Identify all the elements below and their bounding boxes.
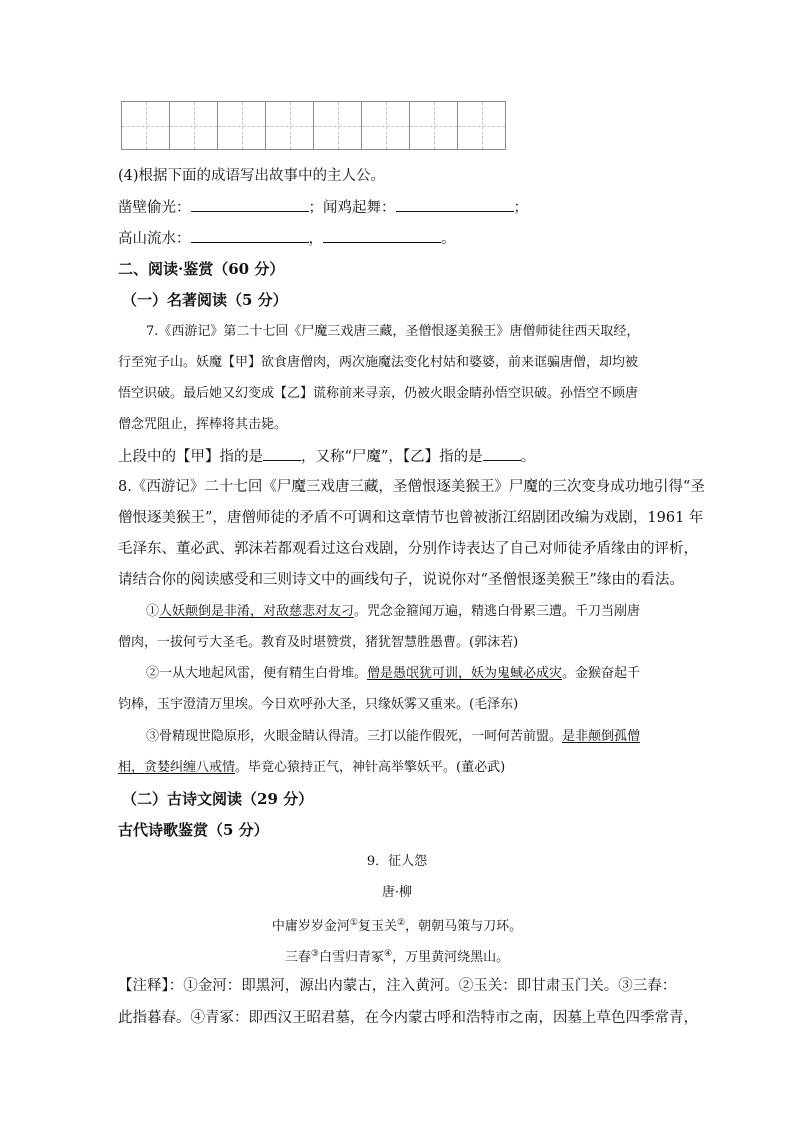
question-text: ，又称“尸魔”，【乙】指的是 (301, 449, 483, 465)
q7-text: 7.《西游记》第二十七回《尸魔三戏唐三藏，圣僧恨逐美猴王》唐僧师徒往西天取经， (146, 324, 640, 339)
underlined-line: 相，贪婪纠缠八戒情 (118, 760, 236, 775)
separator: 。 (441, 231, 456, 247)
poem-text: 。咒念金箍闻万遍，精逃白骨累三遭。千刀当剐唐 (354, 604, 641, 619)
answer-blank[interactable] (263, 446, 301, 461)
separator: ； (308, 200, 323, 216)
q7-text: 悟空识破。最后她又幻变成【乙】谎称前来寻亲，仍被火眼金睛孙悟空识破。孙悟空不顾唐 (118, 386, 639, 401)
verse-text: ，万里黄河绕黑山。 (392, 950, 510, 965)
grid-cell[interactable] (410, 101, 458, 150)
answer-blank[interactable] (483, 446, 521, 461)
part-heading: （一）名著阅读（5 分） (122, 291, 288, 309)
underlined-line: 人妖颠倒是非淆，对敌慈悲对友刁 (159, 604, 355, 619)
poem-text: 。金猴奋起千 (562, 666, 641, 681)
grid-cell[interactable] (218, 101, 266, 150)
question-text: 。 (520, 449, 536, 465)
sub-heading: 古代诗歌鉴赏（5 分） (118, 821, 269, 839)
underlined-line: 僧是愚氓犹可训，妖为鬼蜮必成灾 (367, 666, 563, 681)
q8-text: 8.《西游记》二十七回《尸魔三戏唐三藏，圣僧恨逐美猴王》尸魔的三次变身成功地引得“圣 (118, 479, 705, 495)
grid-cell[interactable] (314, 101, 362, 150)
answer-blank[interactable] (191, 197, 309, 212)
answer-blank[interactable] (396, 197, 514, 212)
answer-blank[interactable] (191, 228, 309, 243)
poem-marker: ① (146, 604, 160, 619)
part-heading: （二）古诗文阅读（29 分） (122, 790, 314, 808)
poem-3 (146, 727, 640, 747)
poem-title: 9．征人怨 (366, 854, 428, 869)
q4-row2 (118, 228, 456, 249)
q8-text: 毛泽东、董必武、郭沫若都观看过这台戏剧，分别作诗表达了自己对师徒矛盾缘由的评析， (118, 541, 698, 557)
q7-text: 行至宛子山。妖魔【甲】欲食唐僧肉，两次施魔法变化村姑和婆婆，前来诓骗唐僧，却均被 (118, 355, 639, 370)
idiom-label: 凿壁偷光： (118, 200, 191, 216)
poem-2 (146, 664, 640, 684)
q4-row1 (118, 197, 528, 218)
annotation: 【注释】：①金河：即黑河，源出内蒙古，注入黄河。②玉关：即甘肃玉门关。③三春： (118, 978, 677, 994)
grid-cell[interactable] (122, 101, 170, 150)
note-marker: ② (397, 918, 406, 928)
answer-blank[interactable] (323, 228, 441, 243)
poem-3-cont (118, 758, 505, 778)
writing-grid[interactable] (121, 101, 506, 150)
grid-cell[interactable] (362, 101, 410, 150)
separator: ； (513, 200, 528, 216)
grid-cell[interactable] (170, 101, 218, 150)
underlined-line: 是非颠倒孤僧 (562, 729, 641, 744)
question-text: 上段中的【甲】指的是 (118, 449, 263, 465)
q8-text: 请结合你的阅读感受和三则诗文中的画线句子，说说你对“圣僧恨逐美猴王”缘由的看法。 (118, 572, 684, 588)
poem-author: 唐·柳 (381, 885, 413, 900)
verse-text: 三春 (284, 950, 311, 965)
idiom-label: 闻鸡起舞： (323, 200, 396, 216)
poem-verse-1 (0, 913, 794, 937)
note-marker: ④ (384, 949, 393, 959)
q7-text: 僧念咒阻止，挥棒将其击毙。 (118, 417, 288, 432)
separator: ， (308, 231, 323, 247)
q4-prompt: (4)根据下面的成语写出故事中的主人公。 (118, 168, 386, 184)
q7-question (118, 446, 535, 467)
poem-2-cont: 钧棒，玉宇澄清万里埃。今日欢呼孙大圣，只缘妖雾又重来。(毛泽东) (118, 697, 519, 712)
poem-text: ②一从大地起风雷，便有精生白骨堆。 (146, 666, 368, 681)
grid-cell[interactable] (266, 101, 314, 150)
grid-cell[interactable] (458, 101, 506, 150)
poem-text: ③骨精现世隐原形，火眼金睛认得清。三打以能作假死，一呵何苦前盟。 (146, 729, 563, 744)
note-marker: ① (349, 918, 358, 928)
note-marker: ③ (310, 949, 319, 959)
verse-text: ，朝朝马策与刀环。 (405, 919, 523, 934)
poem-1 (146, 602, 640, 622)
annotation: 此指暮春。④青冢：即西汉王昭君墓，在今内蒙古呼和浩特市之南，因墓上草色四季常青， (118, 1010, 698, 1026)
verse-text: 白雪归青冢 (318, 950, 384, 965)
verse-text: 中庸岁岁金河 (271, 919, 350, 934)
q8-text: 僧恨逐美猴王”，唐僧师徒的矛盾不可调和这章情节也曾被浙江绍剧团改编为戏剧，1961 年 (118, 510, 704, 526)
poem-text: 。毕竟心猿持正气，神针高举擎妖平。(董必武) (235, 760, 506, 775)
poem-verse-2 (0, 944, 794, 968)
idiom-label: 高山流水： (118, 231, 191, 247)
verse-text: 复玉关 (357, 919, 397, 934)
section-heading: 二、阅读·鉴赏（60 分） (118, 260, 285, 278)
poem-1-cont: 僧肉，一拔何亏大圣毛。教育及时堪赞赏，猪犹智慧胜愚曹。(郭沫若) (118, 635, 519, 650)
